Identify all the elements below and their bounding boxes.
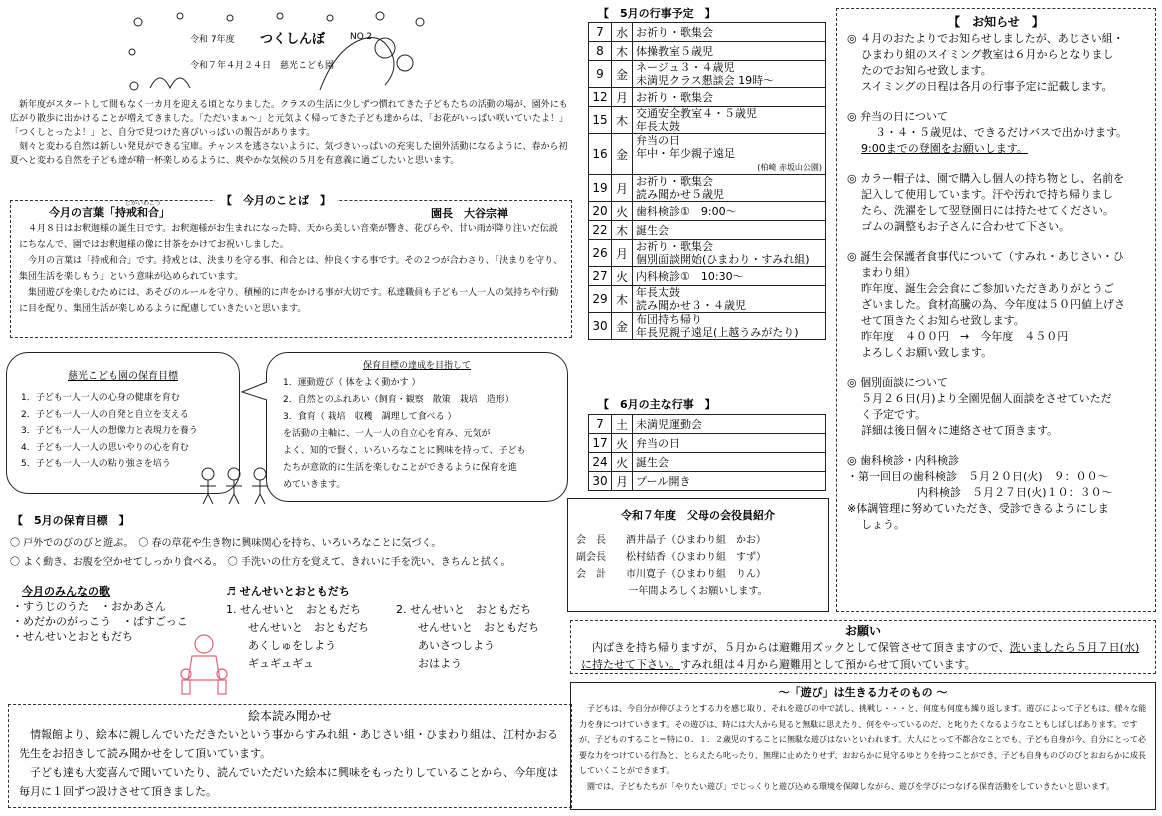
schedule-event <box>633 453 826 472</box>
schedule-day: 17 <box>589 434 612 453</box>
notice-heading-line: ◎ 個別面談について <box>847 376 948 389</box>
schedule-event-line: 歯科検診① 9:00～ <box>636 204 737 218</box>
year-label: 令和 7年度 <box>190 35 235 45</box>
schedule-event-line: 内科検診① 10:30～ <box>636 269 744 283</box>
notice-line: まわり組） <box>861 266 916 279</box>
notice-line: ざいました。食材高騰の為、今年度は５０円値上げさ <box>861 298 1125 311</box>
officer-row: 会 計 市川寛子（ひまわり組 りん） <box>576 569 766 580</box>
achieve-line: めていきます。 <box>283 480 346 490</box>
achieve-line: 1．運動遊び（ 体をよく動かす ） <box>283 378 421 388</box>
schedule-event-line: 個別面談開始(ひまわり・すみれ組) <box>636 253 810 266</box>
notice-line: ゴムの調整もお子さんに合わせて下さい。 <box>861 220 1070 233</box>
onegai-underlined: 洗いましたら５月７日(水)に持たせて下さい。 <box>581 641 1140 671</box>
notice-heading-line: ◎ 歯科検診・内科検診 <box>847 454 960 467</box>
schedule-event-note: (柏崎 赤坂山公園) <box>757 163 822 172</box>
notice-underlined: 9:00までの登園をお願いします。 <box>861 142 1028 155</box>
lyrics-line: ギュギュギュ <box>248 657 314 670</box>
schedule-row <box>589 267 826 286</box>
schedule-weekday: 月 <box>612 88 633 107</box>
schedule-day: 16 <box>589 134 612 175</box>
officer-row: 会 長 酒井晶子（ひまわり組 かお） <box>576 535 766 546</box>
schedule-row <box>589 240 826 267</box>
song-item: ・せんせいとおともだち <box>12 630 133 643</box>
schedule-row <box>589 175 826 202</box>
schedule-row <box>589 286 826 313</box>
schedule-weekday: 土 <box>612 415 633 434</box>
notice-line: ・第一回目の歯科検診 ５月２０日(火) ９：００～ <box>847 470 1109 483</box>
schedule-event <box>633 42 826 61</box>
ehon-paragraph: 情報館より、絵本に親しんでいただきたいという事からすみれ組・あじさい組・ひまわり組は、江村かおる先生をお招きして読み聞かせをして頂いています。 <box>19 728 558 760</box>
onegai-text: すみれ組は４月から避難用として預からせて頂いています。 <box>680 658 976 671</box>
notice-line: 内科検診 ５月２７日(火)１０：３０～ <box>917 486 1113 499</box>
schedule-day: 8 <box>589 42 612 61</box>
kotoba-box <box>10 200 572 338</box>
schedule-event-line: 年長児親子遠足(上越うみがたり) <box>636 326 799 339</box>
schedule-day: 20 <box>589 202 612 221</box>
schedule-row <box>589 23 826 42</box>
notice-line <box>847 141 1145 157</box>
schedule-event-line: 未満児運動会 <box>636 417 702 431</box>
achieve-line: よく、知的で賢く、いろいろなことに興味を持って、子ども <box>283 446 526 456</box>
schedule-day: 12 <box>589 88 612 107</box>
schedule-weekday: 水 <box>612 23 633 42</box>
intro-paragraph: 刻々と変わる自然は新しい発見ができる宝庫。チャンスを逃さないように、気づきいっぱいの充実した園外活動になるように、春から初夏へと変わる自然を子ども達が精一杯楽しめるように、爽やかな気候の５月を有意義に過ごしたいと思います。 <box>10 142 568 166</box>
schedule-event-line: 弁当の日 <box>636 134 680 147</box>
schedule-event-line: 未満児クラス懇談会 19時～ <box>636 74 775 87</box>
schedule-weekday: 木 <box>612 42 633 61</box>
notice-line: ひまわり組のスイミング教室は６月からとなりまし <box>861 48 1114 61</box>
onegai-title: お願い <box>844 624 881 638</box>
notice-line: ※体調管理に努めていただき、受診できるようにしま <box>847 502 1109 515</box>
achieve-line: 2．自然とのふれあい（飼育・観察 散策 栽培 造形） <box>283 395 514 405</box>
notice-line: 昨年度、誕生会会食にご参加いただきありがとうご <box>861 282 1114 295</box>
schedule-weekday: 火 <box>612 434 633 453</box>
hoiku-goal-item: 1．子ども一人一人の心身の健康を育む <box>21 393 180 403</box>
hoiku-goal-item: 2．子ども一人一人の自発と自立を支える <box>21 409 189 420</box>
schedule-day: 30 <box>589 472 612 491</box>
lyrics-line: あくしゅをしよう <box>248 639 336 652</box>
schedule-event-line: 交通安全教室４・５歳児 <box>636 107 757 120</box>
schedule-day: 22 <box>589 221 612 240</box>
bubble-tail <box>240 380 270 404</box>
schedule-day: 9 <box>589 61 612 88</box>
schedule-day: 24 <box>589 453 612 472</box>
june-schedule <box>588 414 826 491</box>
may-goal-heading: 【 5月の保育目標 】 <box>12 514 130 527</box>
notice-item <box>847 453 1145 533</box>
schedule-event <box>633 23 826 42</box>
schedule-weekday: 火 <box>612 202 633 221</box>
achieve-line: を活動の主軸に、一人一人の自立心を育み、元気が <box>283 429 491 439</box>
schedule-row <box>589 88 826 107</box>
may-goal-line: 〇 よく動き、お腹を空かせてしっかり食べる。 〇 手洗いの仕方を覚えて、きれいに手を洗い、きちんと拭く。 <box>10 557 511 568</box>
schedule-row <box>589 434 826 453</box>
schedule-event <box>633 134 826 175</box>
schedule-day: 26 <box>589 240 612 267</box>
intro-paragraph: 新年度がスタートして間もなく一カ月を迎える頃となりました。クラスの生活に少しずつ慣れてきた子どもたちの活動の場が、園外にも広がり散歩に出かけることが増えてきました。「ただいまぁ～」と元気よく帰ってきた子ども達からは、「お花がいっぱい咲いていたよ！」「つくしとったよ！」と、自分で見つけた喜びいっぱいの報告があります。 <box>10 100 569 138</box>
onegai-box <box>570 620 1156 674</box>
date-line: 令和７年４月２４日 慈光こども園 <box>190 61 335 71</box>
asobi-paragraph: 園では、子どもたちが「やりたい遊び」でじっくりと遊び込める環境を保障しながら、遊びを学びにつなげる保育活動をしていきたいと思います。 <box>587 781 1115 791</box>
notice-line: く予定です。 <box>861 408 927 421</box>
schedule-event-line: 布団持ち帰り <box>636 313 702 326</box>
notice-line: ３・４・５歳児は、できるだけバスで出かけます。 <box>875 126 1128 139</box>
schedule-row <box>589 134 826 175</box>
schedule-event-line: プール開き <box>636 474 691 488</box>
officers-title: 令和７年度 父母の会役員紹介 <box>621 509 775 522</box>
song-item: ・すうじのうた ・おかあさん <box>12 600 166 613</box>
asobi-paragraph: 子どもは、今自分が伸びようとする力を感じ取り、それを遊びの中で試し、挑戦し・・・と、何度も何度も繰り返します。遊びによって子どもは、様々な能力を身につけていきます。その遊びは、時には大人から見ると無駄に思えたり、何をやっているのだ、と叱りたくなるようなこともしばしばあります。ですが、子どものすること＝特に０．１．２歳児のすることに無駄な遊びはないといわれます。大人にとって不都合なことでも、子ども自身が今、自分にとって必要な力をつけている行為と、とらえたら叱ったり、無理に止めたりせず、おおらかに見守るゆとりを持つことができ、子ども自身ものびのびとおおらかに成長していくことができます。 <box>579 704 1147 775</box>
schedule-event <box>633 313 826 340</box>
notice-heading-line: ◎ ４月のおたよりでお知らせしましたが、あじさい組・ <box>847 32 1124 45</box>
teacher-children-illustration <box>178 632 230 700</box>
schedule-day: 30 <box>589 313 612 340</box>
newsletter-title: つくしんぼ <box>260 32 326 47</box>
kotoba-paragraph: ４月８日はお釈迦様の誕生日です。お釈迦様がお生まれになった時、天から美しい音楽が響き、花びらや、甘い雨が降り注いだ伝説にちなんで、園ではお釈迦様の像に甘茶をかけてお祝いしました。 <box>19 224 558 250</box>
kotoba-paragraph: 今月の言葉は「持戒和合」です。持戒とは、決まりを守る事、和合とは、仲良くする事です。その２つが合わさり、「決まりを守り、集団生活を楽しもう」という意味が込められています。 <box>19 256 563 282</box>
onegai-text: 内ばきを持ち帰りますが、５月からは避難用ズックとして保管させて頂きますので、 <box>592 641 1010 654</box>
achieve-line: たちが意欲的に生活を楽しむことができるように保育を進 <box>283 463 518 473</box>
june-schedule-heading: 【 6月の主な行事 】 <box>598 398 716 411</box>
schedule-event <box>633 175 826 202</box>
schedule-weekday: 月 <box>612 240 633 267</box>
schedule-event-line: お祈り・歌集会 <box>636 25 713 39</box>
schedule-event <box>633 286 826 313</box>
schedule-row <box>589 415 826 434</box>
songs-title: 今月のみんなの歌 <box>22 585 110 598</box>
oshirase-box <box>836 8 1156 612</box>
schedule-row <box>589 453 826 472</box>
schedule-event-line: お祈り・歌集会 <box>636 90 713 104</box>
schedule-day: 7 <box>589 415 612 434</box>
schedule-weekday: 木 <box>612 286 633 313</box>
asobi-title: ～「遊び」は生きる力そのもの ～ <box>778 686 948 699</box>
schedule-event-line: 年中・年少親子遠足 <box>636 147 735 160</box>
kotoba-title: 今月の言葉「持戒和合」 <box>49 206 170 219</box>
hoiku-goal-item: 5．子ども一人一人の粘り強さを培う <box>21 459 171 469</box>
officers-box <box>567 498 829 612</box>
schedule-event-line: 誕生会 <box>636 223 669 237</box>
schedule-event <box>633 267 826 286</box>
notice-item <box>847 375 1145 439</box>
schedule-event-line: 体操教室５歳児 <box>636 44 713 58</box>
flower-border-decoration <box>120 8 430 96</box>
notice-line: ５月２６日(月)より全園児個人面談をさせていただ <box>861 392 1112 405</box>
intro <box>10 98 570 168</box>
schedule-row <box>589 202 826 221</box>
hoiku-goal-item: 4．子ども一人一人の思いやりの心を育む <box>21 442 189 453</box>
schedule-row <box>589 472 826 491</box>
schedule-weekday: 金 <box>612 61 633 88</box>
schedule-event-line: 年長太鼓 <box>636 120 680 133</box>
schedule-event-line: 読み聞かせ３・４歳児 <box>636 299 746 312</box>
schedule-event <box>633 472 826 491</box>
schedule-event <box>633 202 826 221</box>
kotoba-author: 園長 大谷宗禅 <box>431 207 508 220</box>
schedule-weekday: 月 <box>612 472 633 491</box>
schedule-day: 19 <box>589 175 612 202</box>
schedule-day: 29 <box>589 286 612 313</box>
asobi-box <box>570 682 1156 810</box>
schedule-event-line: 読み聞かせ５歳児 <box>636 188 724 201</box>
notice-line: たのでお知らせ致します。 <box>861 64 992 77</box>
lyrics-line: せんせいと おともだち <box>418 621 539 634</box>
schedule-weekday: 火 <box>612 453 633 472</box>
schedule-event-line: ネージュ３・４歳児 <box>636 61 735 74</box>
header <box>120 8 430 96</box>
ehon-title: 絵本読み聞かせ <box>247 709 332 723</box>
oshirase-heading: 【 お知らせ 】 <box>948 15 1044 29</box>
schedule-day: 27 <box>589 267 612 286</box>
hoiku-goal-item: 3．子ども一人一人の想像力と表現力を養う <box>21 426 198 436</box>
may-schedule-heading: 【 5月の行事予定 】 <box>598 7 716 20</box>
schedule-weekday: 月 <box>612 175 633 202</box>
notice-line: 詳細は後日個々に連絡させて頂きます。 <box>861 424 1059 437</box>
achieve-title: 保育目標の達成を目指して <box>362 361 471 371</box>
lyrics-line: 2. せんせいと おともだち <box>396 603 531 616</box>
notice-line: せて頂きたくお知らせ致します。 <box>861 314 1025 327</box>
lyrics-title: ♬ せんせいとおともだち <box>226 585 350 598</box>
schedule-event <box>633 415 826 434</box>
notice-item <box>847 109 1145 157</box>
song-item: ・めだかのがっこう ・ぱすごっこ <box>12 615 188 628</box>
schedule-event <box>633 434 826 453</box>
schedule-day: 15 <box>589 107 612 134</box>
officer-row: 副会長 松村結香（ひまわり組 すず） <box>576 552 767 563</box>
schedule-day: 7 <box>589 23 612 42</box>
schedule-weekday: 金 <box>612 134 633 175</box>
lyrics-line: せんせいと おともだち <box>248 621 369 634</box>
schedule-event-line: お祈り・歌集会 <box>636 175 713 188</box>
may-goal-line: 〇 戸外でのびのびと遊ぶ。 〇 春の草花や生き物に興味関心を持ち、いろいろなことに気づく。 <box>10 538 442 549</box>
notice-item <box>847 31 1145 95</box>
schedule-event <box>633 107 826 134</box>
lyrics-block <box>226 584 566 673</box>
schedule-row <box>589 107 826 134</box>
ehon-paragraph: 子ども達も大変喜んで聞いていたり、読んでいただいた絵本に興味をもったりしていることから、今年度は毎月に１回ずつ設けさせて頂きました。 <box>19 766 558 798</box>
lyrics-line: おはよう <box>418 657 462 670</box>
schedule-event <box>633 88 826 107</box>
notice-line: 記入して使用しています。汗や汚れで持ち帰りまし <box>861 188 1114 201</box>
hoiku-goal-title: 慈光こども園の保育目標 <box>68 371 178 382</box>
kotoba-heading: 【 今月のことば 】 <box>215 192 337 208</box>
children-illustration <box>196 466 274 508</box>
schedule-event-line: お祈り・歌集会 <box>636 240 713 253</box>
schedule-weekday: 木 <box>612 221 633 240</box>
schedule-event-line: 弁当の日 <box>636 436 680 450</box>
achieve-bubble <box>266 352 568 502</box>
notice-item <box>847 249 1145 361</box>
schedule-row <box>589 42 826 61</box>
schedule-event <box>633 61 826 88</box>
lyrics-line: 1. せんせいと おともだち <box>226 603 361 616</box>
notice-heading-line: ◎ 弁当の日について <box>847 110 948 123</box>
schedule-row <box>589 61 826 88</box>
may-schedule <box>588 22 826 340</box>
schedule-row <box>589 313 826 340</box>
notice-line: しょう。 <box>861 518 905 531</box>
schedule-weekday: 金 <box>612 313 633 340</box>
schedule-event <box>633 221 826 240</box>
notice-heading-line: ◎ カラー帽子は、園で購入し個人の持ち物とし、名前を <box>847 172 1125 185</box>
schedule-event-line: 誕生会 <box>636 455 669 469</box>
ehon-box <box>8 704 572 808</box>
notice-item <box>847 171 1145 235</box>
officers-closing: 一年間よろしくお願いします。 <box>628 586 768 597</box>
notice-line: たら、洗濯をして翌登園日には持たせてください。 <box>861 204 1114 217</box>
issue-number: NO.2 <box>350 32 373 42</box>
schedule-row <box>589 221 826 240</box>
schedule-event-line: 年長太鼓 <box>636 286 680 299</box>
schedule-weekday: 木 <box>612 107 633 134</box>
notice-heading-line: ◎ 誕生会保護者食事代について（すみれ・あじさい・ひ <box>847 250 1124 263</box>
schedule-weekday: 火 <box>612 267 633 286</box>
kotoba-ruby: じかいわごう <box>125 200 162 207</box>
achieve-line: 3．食育（ 栽培 収穫 調理して食べる ） <box>283 412 457 422</box>
notice-line: 昨年度 ４００円 → 今年度 ４５０円 <box>861 330 1069 343</box>
schedule-event <box>633 240 826 267</box>
notice-line: スイミングの日程は各月の行事予定に記載します。 <box>861 80 1113 93</box>
notice-line: よろしくお願い致します。 <box>861 346 993 359</box>
kotoba-paragraph: 集団遊びを楽しむためには、あそびのルールを守り、積極的に声をかける事が大切です。私達職員も子ども一人一人の気持ちや行動に目を配り、集団生活が楽しめるように配慮していきたいと思います。 <box>19 288 559 314</box>
lyrics-line: あいさつしよう <box>418 639 495 652</box>
